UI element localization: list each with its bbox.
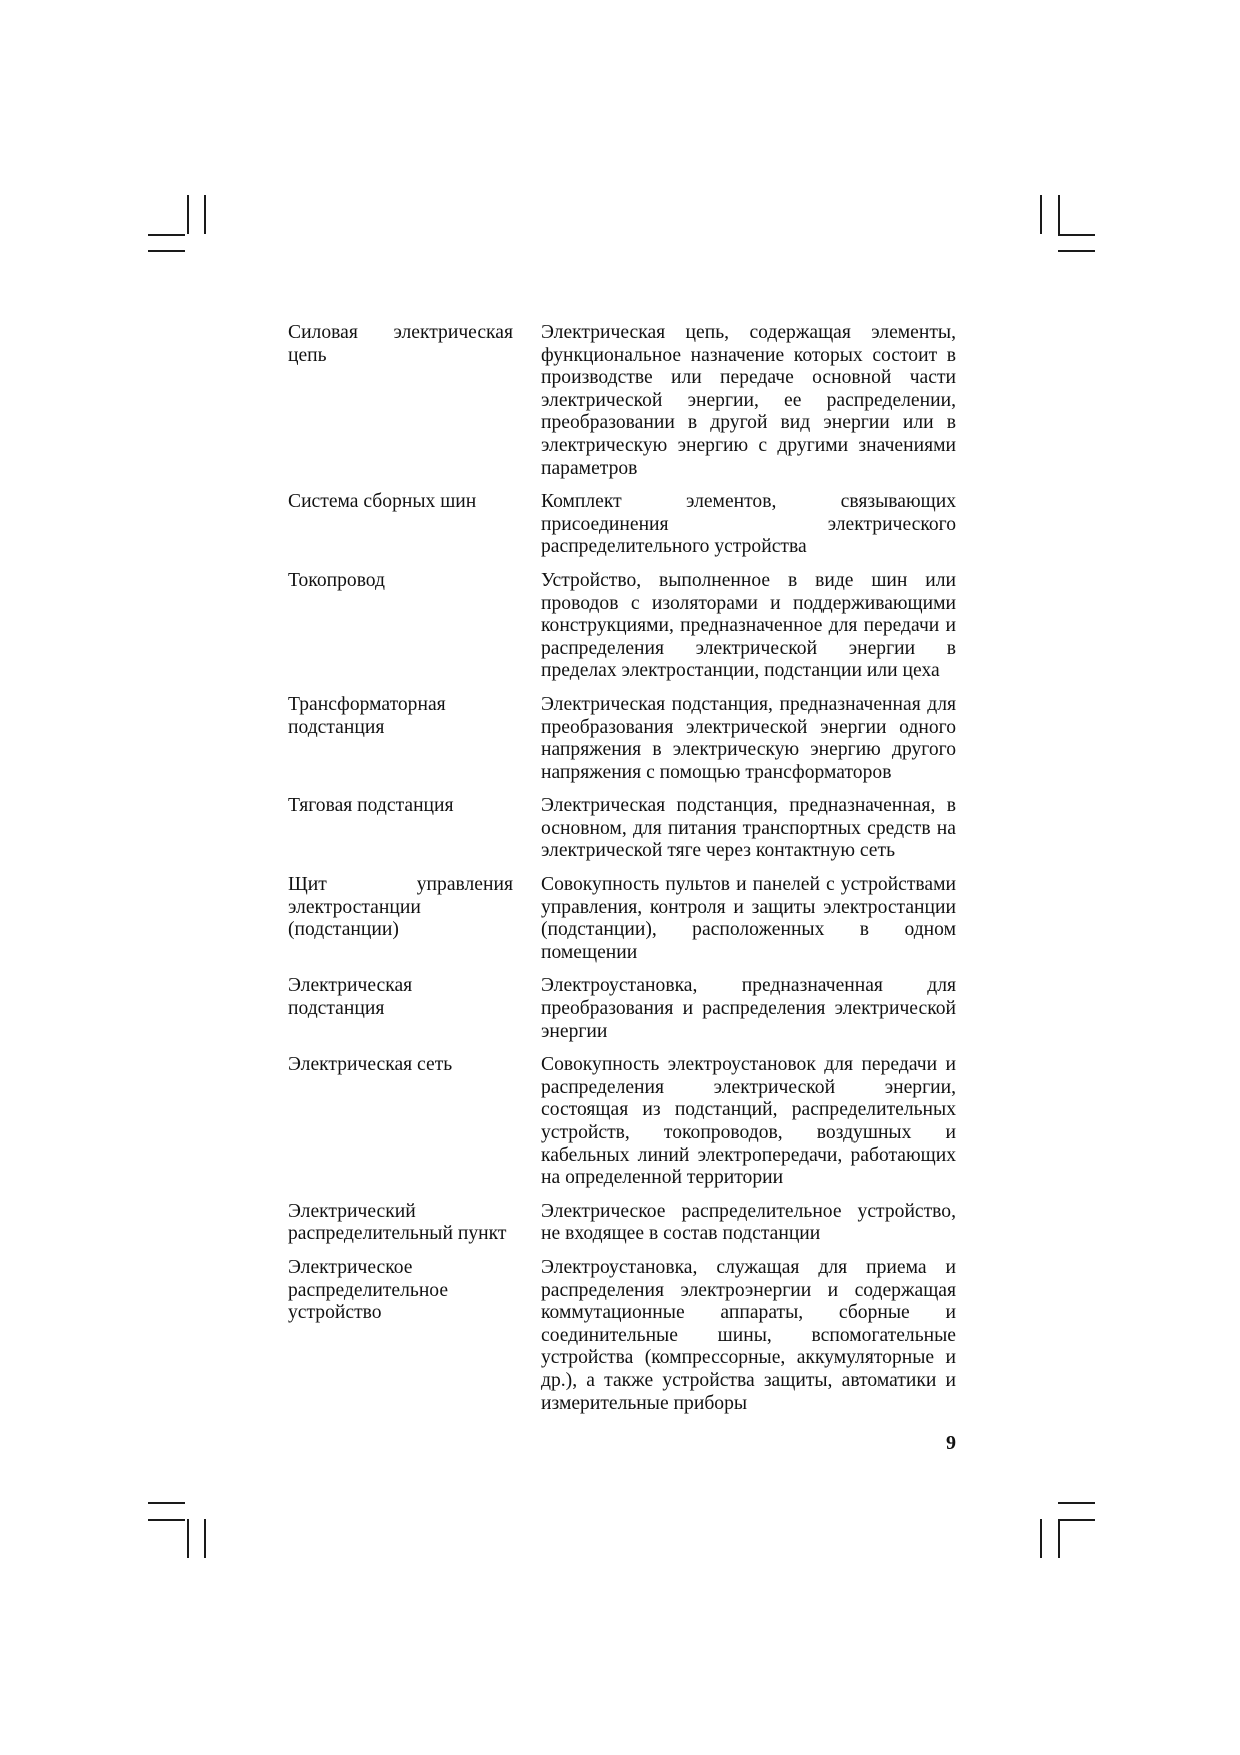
glossary-definition: Электроустановка, предназначенная для преобразования и распределения электрической энергии xyxy=(541,975,956,1042)
glossary-entry xyxy=(288,491,956,559)
glossary-definition: Электроустановка, служащая для приема и распределения электроэнергии и содержащая коммутационные аппараты, сборные и соединительные шины, вспомогательные устройства (компрессорные, аккумуляторные и др.), а также устройства защиты, автоматики и измерительные приборы xyxy=(541,1256,956,1414)
page-number: 9 xyxy=(946,1432,956,1454)
glossary-term: Трансформаторная подстанция xyxy=(288,693,446,738)
crop-mark xyxy=(187,1519,189,1558)
glossary-entry xyxy=(288,1257,956,1415)
crop-mark xyxy=(1058,1519,1060,1558)
glossary-definition: Устройство, выполненное в виде шин или проводов с изоляторами и поддерживающими конструкциями, предназначенное для передачи и распределения электрической энергии в пределах электростанции, подстанции или цеха xyxy=(541,569,956,682)
glossary-entry xyxy=(288,1054,956,1190)
crop-mark xyxy=(1058,195,1060,234)
crop-mark xyxy=(148,1519,185,1521)
crop-mark xyxy=(148,234,185,236)
glossary-term: Силовая электрическая цепь xyxy=(288,322,513,366)
crop-mark xyxy=(187,195,189,234)
glossary-definition: Совокупность пультов и панелей с устройствами управления, контроля и защиты электростанции (подстанции), расположенных в одном помещении xyxy=(541,874,956,963)
glossary-entry xyxy=(288,322,956,480)
glossary xyxy=(288,322,956,1426)
glossary-definition: Электрическая цепь, содержащая элементы, функциональное назначение которых состоит в производстве или передаче основной части электрической энергии, ее распределении, преобразовании в другой вид энергии или в электрическую энергию с другими значениями параметров xyxy=(541,322,956,479)
glossary-term: Электрическая подстанция xyxy=(288,975,413,1020)
crop-mark xyxy=(1058,234,1095,236)
glossary-definition: Электрическая подстанция, предназначенная для преобразования электрической энергии одного напряжения в электрическую энергию другого напряжения с помощью трансформаторов xyxy=(541,693,956,783)
glossary-definition: Совокупность электроустановок для передачи и распределения электрической энергии, состоящая из подстанций, распределительных устройств, токопроводов, воздушных и кабельных линий электропередачи, работающих на определенной территории xyxy=(541,1054,956,1189)
crop-mark xyxy=(148,1502,185,1504)
crop-mark xyxy=(1058,1502,1095,1504)
glossary-entry xyxy=(288,1201,956,1246)
crop-mark xyxy=(1040,195,1042,234)
glossary-term: Электрическая сеть xyxy=(288,1054,453,1076)
crop-mark xyxy=(204,195,206,234)
glossary-term: Щит управления электростанции (подстанции) xyxy=(288,874,513,941)
glossary-entry xyxy=(288,795,956,863)
glossary-term: Тяговая подстанция xyxy=(288,795,454,817)
glossary-entry xyxy=(288,975,956,1043)
glossary-definition: Комплект элементов, связывающих присоединения электрического распределительного устройства xyxy=(541,491,956,558)
glossary-entry xyxy=(288,694,956,784)
crop-mark xyxy=(1058,1519,1095,1521)
glossary-term: Система сборных шин xyxy=(288,491,477,513)
crop-mark xyxy=(1058,250,1095,252)
glossary-term: Электрический распределительный пункт xyxy=(288,1200,507,1245)
glossary-definition: Электрическая подстанция, предназначенная, в основном, для питания транспортных средств на электрической тяге через контактную сеть xyxy=(541,795,956,862)
crop-mark xyxy=(1040,1519,1042,1558)
glossary-entry xyxy=(288,874,956,964)
glossary-term: Токопровод xyxy=(288,569,386,591)
glossary-definition: Электрическое распределительное устройство, не входящее в состав подстанции xyxy=(541,1200,956,1245)
crop-mark xyxy=(204,1519,206,1558)
glossary-term: Электрическое распределительное устройство xyxy=(288,1256,449,1324)
crop-mark xyxy=(148,250,185,252)
glossary-entry xyxy=(288,570,956,683)
